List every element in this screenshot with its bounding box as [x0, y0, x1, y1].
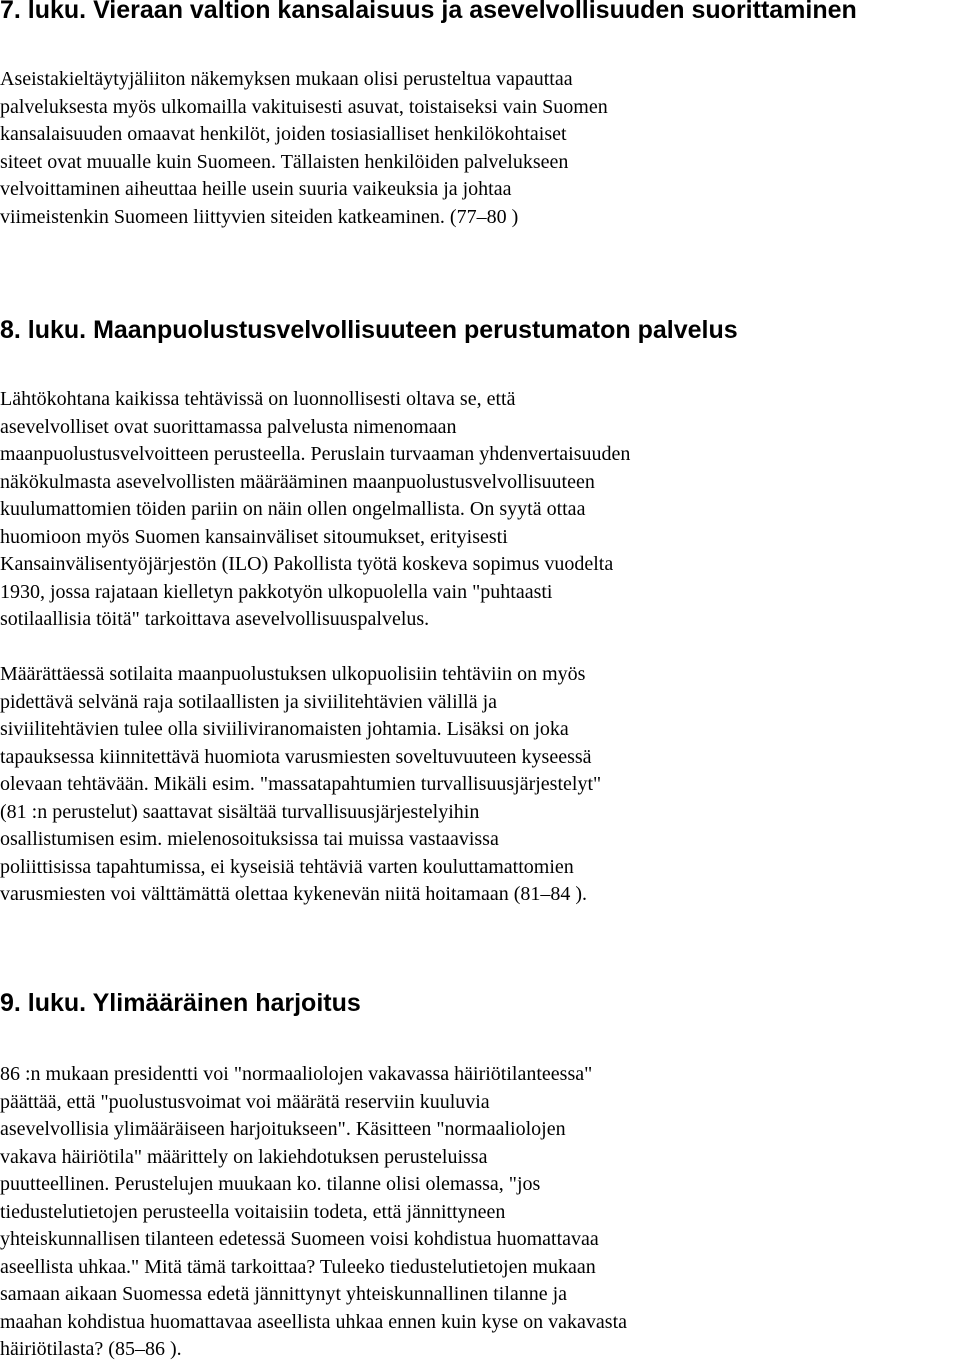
- text-line: asevelvolliset ovat suorittamassa palvelusta nimenomaan: [0, 415, 457, 438]
- text-line: siviilitehtävien tulee olla siviiliviranomaisten johtamia. Lisäksi on joka: [0, 718, 569, 740]
- text-line: maahan kohdistua huomattavaa aseellista uhkaa ennen kuin kyse on vakavasta: [0, 1310, 628, 1333]
- text-line: tiedustelutietojen perusteella voitaisiin todeta, että jännittyneen: [0, 1200, 506, 1223]
- text-line: Määrättäessä sotilaita maanpuolustuksen ulkopuolisiin tehtäviin on myös: [0, 663, 586, 685]
- text-line: samaan aikaan Suomessa edetä jännittynyt yhteiskunnallinen tilanne ja: [0, 1283, 568, 1305]
- text-line: päättää, että "puolustusvoimat voi määrätä reserviin kuuluvia: [0, 1090, 490, 1113]
- text-line: kansalaisuuden omaavat henkilöt, joiden tosiasialliset henkilökohtaiset: [0, 123, 567, 145]
- text-line: Kansainvälisentyöjärjestön (ILO) Pakollista työtä koskeva sopimus vuodelta: [0, 553, 614, 575]
- text-line: vakava häiriötila" määrittely on lakiehdotuksen perusteluissa: [0, 1145, 488, 1168]
- text-line: maanpuolustusvelvoitteen perusteella. Peruslain turvaaman yhdenvertaisuuden: [0, 443, 631, 465]
- text-line: Lähtökohtana kaikissa tehtävissä on luonnollisesti oltava se, että: [0, 388, 516, 410]
- text-line: olevaan tehtävään. Mikäli esim. "massatapahtumien turvallisuusjärjestelyt": [0, 773, 602, 795]
- section-heading-9: 9. luku. Ylimääräinen harjoitus: [0, 989, 361, 1017]
- section-heading-8: 8. luku. Maanpuolustusvelvollisuuteen perustumaton palvelus: [0, 316, 738, 344]
- paragraph-8-1: [0, 386, 630, 634]
- paragraph-8-2: [0, 661, 601, 909]
- text-line: varusmiesten voi välttämättä olettaa kykenevän niitä hoitamaan (81–84 ).: [0, 883, 588, 905]
- text-line: kuulumattomien töiden pariin on näin ollen ongelmallista. On syytä ottaa: [0, 498, 586, 520]
- text-line: Aseistakieltäytyjäliiton näkemyksen mukaan olisi perusteltua vapauttaa: [0, 68, 573, 90]
- text-line: yhteiskunnallisen tilanteen edetessä Suomeen voisi kohdistua huomattavaa: [0, 1228, 599, 1250]
- text-line: osallistumisen esim. mielenosoituksissa tai muissa vastaavissa: [0, 828, 499, 850]
- text-line: asevelvollisia ylimääräiseen harjoitukseen". Käsitteen "normaaliolojen: [0, 1118, 566, 1140]
- text-line: aseellista uhkaa." Mitä tämä tarkoittaa? Tuleeko tiedustelutietojen mukaan: [0, 1255, 596, 1278]
- text-line: viimeistenkin Suomeen liittyvien siteiden katkeaminen. (77–80 ): [0, 205, 519, 228]
- text-line: siteet ovat muualle kuin Suomeen. Tällaisten henkilöiden palvelukseen: [0, 150, 569, 173]
- text-line: tapauksessa kiinnitettävä huomiota varusmiesten soveltuvuuteen kyseessä: [0, 745, 592, 768]
- text-line: pidettävä selvänä raja sotilaallisten ja siviilitehtävien välillä ja: [0, 690, 498, 713]
- paragraph-7-1: [0, 66, 608, 231]
- text-line: puutteellinen. Perustelujen muukaan ko. tilanne olisi olemassa, "jos: [0, 1173, 541, 1195]
- text-line: 86 :n mukaan presidentti voi "normaaliolojen vakavassa häiriötilanteessa": [0, 1063, 593, 1085]
- text-line: palveluksesta myös ulkomailla vakituisesti asuvat, toistaiseksi vain Suomen: [0, 95, 608, 118]
- text-line: velvoittaminen aiheuttaa heille usein suuria vaikeuksia ja johtaa: [0, 178, 512, 200]
- paragraph-9-1: [0, 1061, 627, 1364]
- text-line: poliittisissa tapahtumissa, ei kyseisiä tehtäviä varten kouluttamattomien: [0, 855, 574, 878]
- text-line: huomioon myös Suomen kansainväliset sitoumukset, erityisesti: [0, 525, 508, 548]
- text-line: 1930, jossa rajataan kielletyn pakkotyön ulkopuolella vain "puhtaasti: [0, 580, 553, 603]
- text-line: sotilaallisia töitä" tarkoittava asevelvollisuuspalvelus.: [0, 608, 430, 630]
- text-line: näkökulmasta asevelvollisten määrääminen maanpuolustusvelvollisuuteen: [0, 470, 595, 493]
- section-heading-7: 7. luku. Vieraan valtion kansalaisuus ja asevelvollisuuden suorittaminen: [0, 0, 857, 24]
- text-line: häiriötilasta? (85–86 ).: [0, 1338, 182, 1360]
- text-line: (81 :n perustelut) saattavat sisältää turvallisuusjärjestelyihin: [0, 800, 480, 823]
